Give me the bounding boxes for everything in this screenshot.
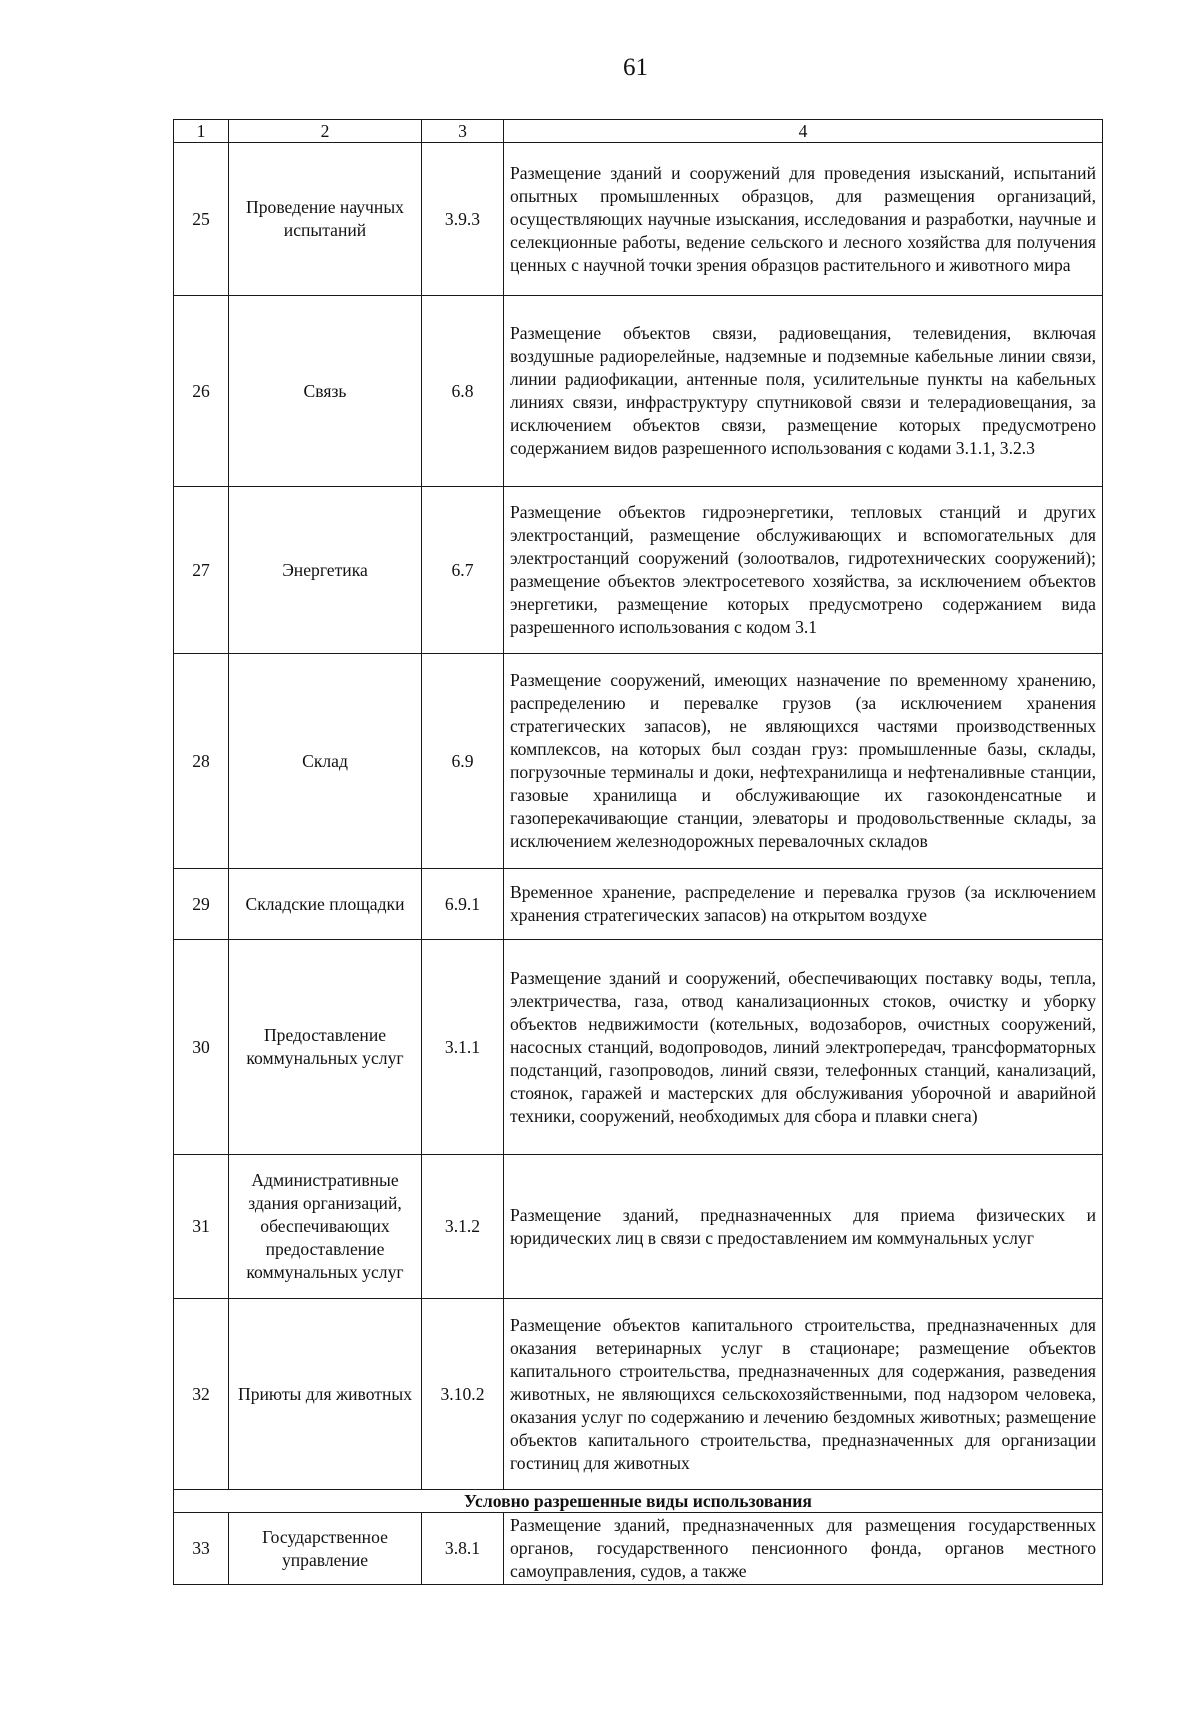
use-type-description: Размещение зданий, предназначенных для размещения государственных органов, государственного пенсионного фонда, органов местного самоуправления, судов, а также xyxy=(504,1513,1103,1585)
use-type-name: Склад xyxy=(229,654,422,869)
use-type-code: 6.7 xyxy=(422,487,504,654)
table-row xyxy=(174,487,1103,654)
table-row xyxy=(174,1155,1103,1299)
use-type-code: 6.9 xyxy=(422,654,504,869)
table-row xyxy=(174,654,1103,869)
page-number: 61 xyxy=(623,54,648,81)
use-type-name: Энергетика xyxy=(229,487,422,654)
use-type-description: Размещение объектов гидроэнергетики, тепловых станций и других электростанций, размещение обслуживающих и вспомогательных для электростанций сооружений (золоотвалов, гидротехнических сооружений); размещение объектов электросетевого хозяйства, за исключением объектов энергетики, размещение которых предусмотрено содержанием вида разрешенного использования с кодом 3.1 xyxy=(504,487,1103,654)
row-number: 28 xyxy=(174,654,229,869)
section-row xyxy=(174,1490,1103,1513)
row-number: 27 xyxy=(174,487,229,654)
table-row xyxy=(174,869,1103,940)
use-type-name: Предоставление коммунальных услуг xyxy=(229,940,422,1155)
table-header-row xyxy=(174,120,1103,143)
use-type-name: Проведение научных испытаний xyxy=(229,143,422,296)
use-type-description: Размещение зданий и сооружений для проведения изысканий, испытаний опытных промышленных образцов, для размещения организаций, осуществляющих научные изыскания, исследования и разработки, научные и селекционные работы, ведение сельского и лесного хозяйства для получения ценных с научной точки зрения образцов растительного и животного мира xyxy=(504,143,1103,296)
use-type-code: 3.9.3 xyxy=(422,143,504,296)
use-type-name: Государственное управление xyxy=(229,1513,422,1585)
use-type-code: 3.1.2 xyxy=(422,1155,504,1299)
row-number: 32 xyxy=(174,1299,229,1490)
col-header-number: 1 xyxy=(174,120,229,143)
table-row xyxy=(174,296,1103,487)
use-type-description: Временное хранение, распределение и перевалка грузов (за исключением хранения стратегических запасов) на открытом воздухе xyxy=(504,869,1103,940)
col-header-description: 4 xyxy=(504,120,1103,143)
row-number: 30 xyxy=(174,940,229,1155)
section-title: Условно разрешенные виды использования xyxy=(174,1490,1103,1513)
use-type-code: 3.10.2 xyxy=(422,1299,504,1490)
use-type-description: Размещение зданий и сооружений, обеспечивающих поставку воды, тепла, электричества, газа, отвод канализационных стоков, очистку и уборку объектов недвижимости (котельных, водозаборов, очистных сооружений, насосных станций, водопроводов, линий электропередач, трансформаторных подстанций, газопроводов, линий связи, телефонных станций, канализаций, стоянок, гаражей и мастерских для обслуживания уборочной и аварийной техники, сооружений, необходимых для сбора и плавки снега) xyxy=(504,940,1103,1155)
row-number: 31 xyxy=(174,1155,229,1299)
row-number: 26 xyxy=(174,296,229,487)
row-number: 25 xyxy=(174,143,229,296)
use-type-description: Размещение объектов связи, радиовещания, телевидения, включая воздушные радиорелейные, надземные и подземные кабельные линии связи, линии радиофикации, антенные поля, усилительные пункты на кабельных линиях связи, инфраструктуру спутниковой связи и телерадиовещания, за исключением объектов связи, размещение которых предусмотрено содержанием видов разрешенного использования с кодами 3.1.1, 3.2.3 xyxy=(504,296,1103,487)
use-type-code: 6.8 xyxy=(422,296,504,487)
use-type-name: Приюты для животных xyxy=(229,1299,422,1490)
use-type-description: Размещение зданий, предназначенных для приема физических и юридических лиц в связи с предоставлением им коммунальных услуг xyxy=(504,1155,1103,1299)
use-type-code: 3.1.1 xyxy=(422,940,504,1155)
col-header-name: 2 xyxy=(229,120,422,143)
row-number: 33 xyxy=(174,1513,229,1585)
use-type-description: Размещение объектов капитального строительства, предназначенных для оказания ветеринарных услуг в стационаре; размещение объектов капитального строительства, предназначенных для содержания, разведения животных, не являющихся сельскохозяйственными, под надзором человека, оказания услуг по содержанию и лечению бездомных животных; размещение объектов капитального строительства, предназначенных для организации гостиниц для животных xyxy=(504,1299,1103,1490)
table-row xyxy=(174,940,1103,1155)
use-type-code: 3.8.1 xyxy=(422,1513,504,1585)
table-row xyxy=(174,1513,1103,1585)
land-use-table xyxy=(173,119,1103,1585)
use-type-name: Административные здания организаций, обеспечивающих предоставление коммунальных услуг xyxy=(229,1155,422,1299)
use-type-code: 6.9.1 xyxy=(422,869,504,940)
col-header-code: 3 xyxy=(422,120,504,143)
table-row xyxy=(174,143,1103,296)
use-type-description: Размещение сооружений, имеющих назначение по временному хранению, распределению и перевалке грузов (за исключением хранения стратегических запасов), не являющихся частями производственных комплексов, на которых был создан груз: промышленные базы, склады, погрузочные терминалы и доки, нефтехранилища и нефтеналивные станции, газовые хранилища и обслуживающие их газоконденсатные и газоперекачивающие станции, элеваторы и продовольственные склады, за исключением железнодорожных перевалочных складов xyxy=(504,654,1103,869)
use-type-name: Складские площадки xyxy=(229,869,422,940)
row-number: 29 xyxy=(174,869,229,940)
use-type-name: Связь xyxy=(229,296,422,487)
table-row xyxy=(174,1299,1103,1490)
